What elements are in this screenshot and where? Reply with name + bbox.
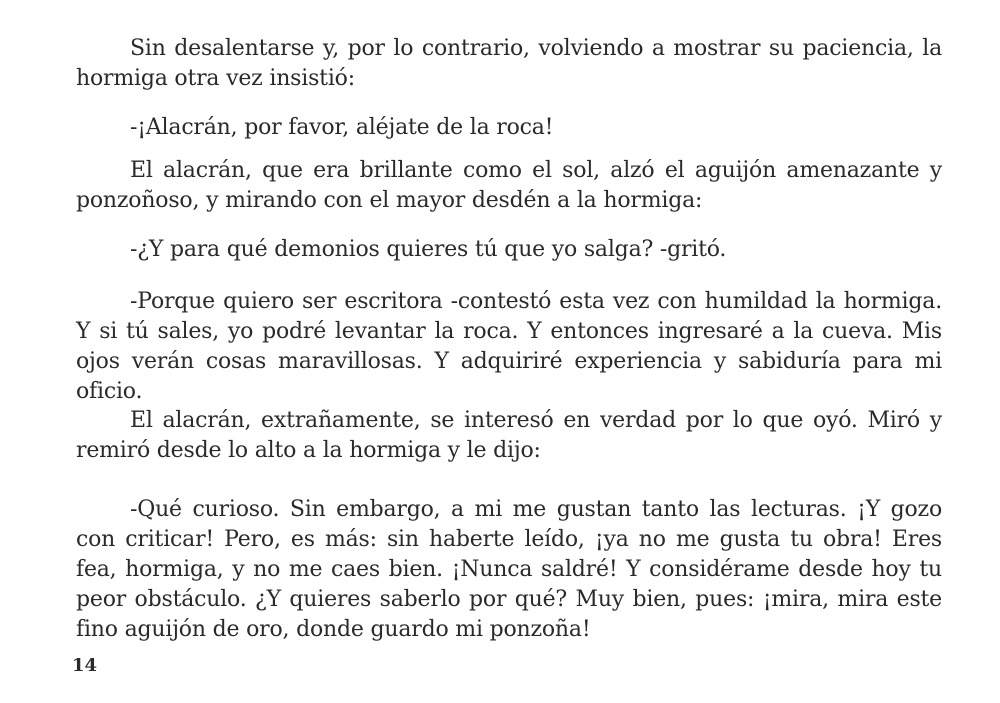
paragraph-6: El alacrán, extrañamente, se interesó en verdad por lo que oyó. Miró y remiró desde lo alto a la hormiga y le dijo: bbox=[76, 408, 942, 463]
paragraph-7: -Qué curioso. Sin embargo, a mi me gustan tanto las lecturas. ¡Y gozo con criticar! Pero, es más: sin haberte leído, ¡ya no me gusta tu obra! Eres fea, hormiga, y no me caes bien. ¡Nunca saldré! Y considérame desde hoy tu peor obstáculo. ¿Y quieres saberlo por qué? Muy bien, pues: ¡mira, mira este fino aguijón de oro, donde guardo mi ponzoña! bbox=[76, 497, 942, 642]
paragraph-2: -¡Alacrán, por favor, aléjate de la roca! bbox=[130, 115, 554, 140]
paragraph-1: Sin desalentarse y, por lo contrario, volviendo a mostrar su paciencia, la hormiga otra vez insistió: bbox=[76, 36, 942, 91]
paragraph-3: El alacrán, que era brillante como el sol, alzó el aguijón amenazante y ponzoñoso, y mirando con el mayor desdén a la hormiga: bbox=[76, 158, 942, 213]
paragraph-4: -¿Y para qué demonios quieres tú que yo salga? -gritó. bbox=[130, 237, 727, 262]
page-number: 14 bbox=[72, 655, 98, 676]
paragraph-5: -Porque quiero ser escritora -contestó esta vez con humildad la hormiga. Y si tú sales, yo podré levantar la roca. Y entonces ingresaré a la cueva. Mis ojos verán cosas maravillosas. Y adquiriré experiencia y sabiduría para mi oficio. bbox=[76, 289, 942, 404]
